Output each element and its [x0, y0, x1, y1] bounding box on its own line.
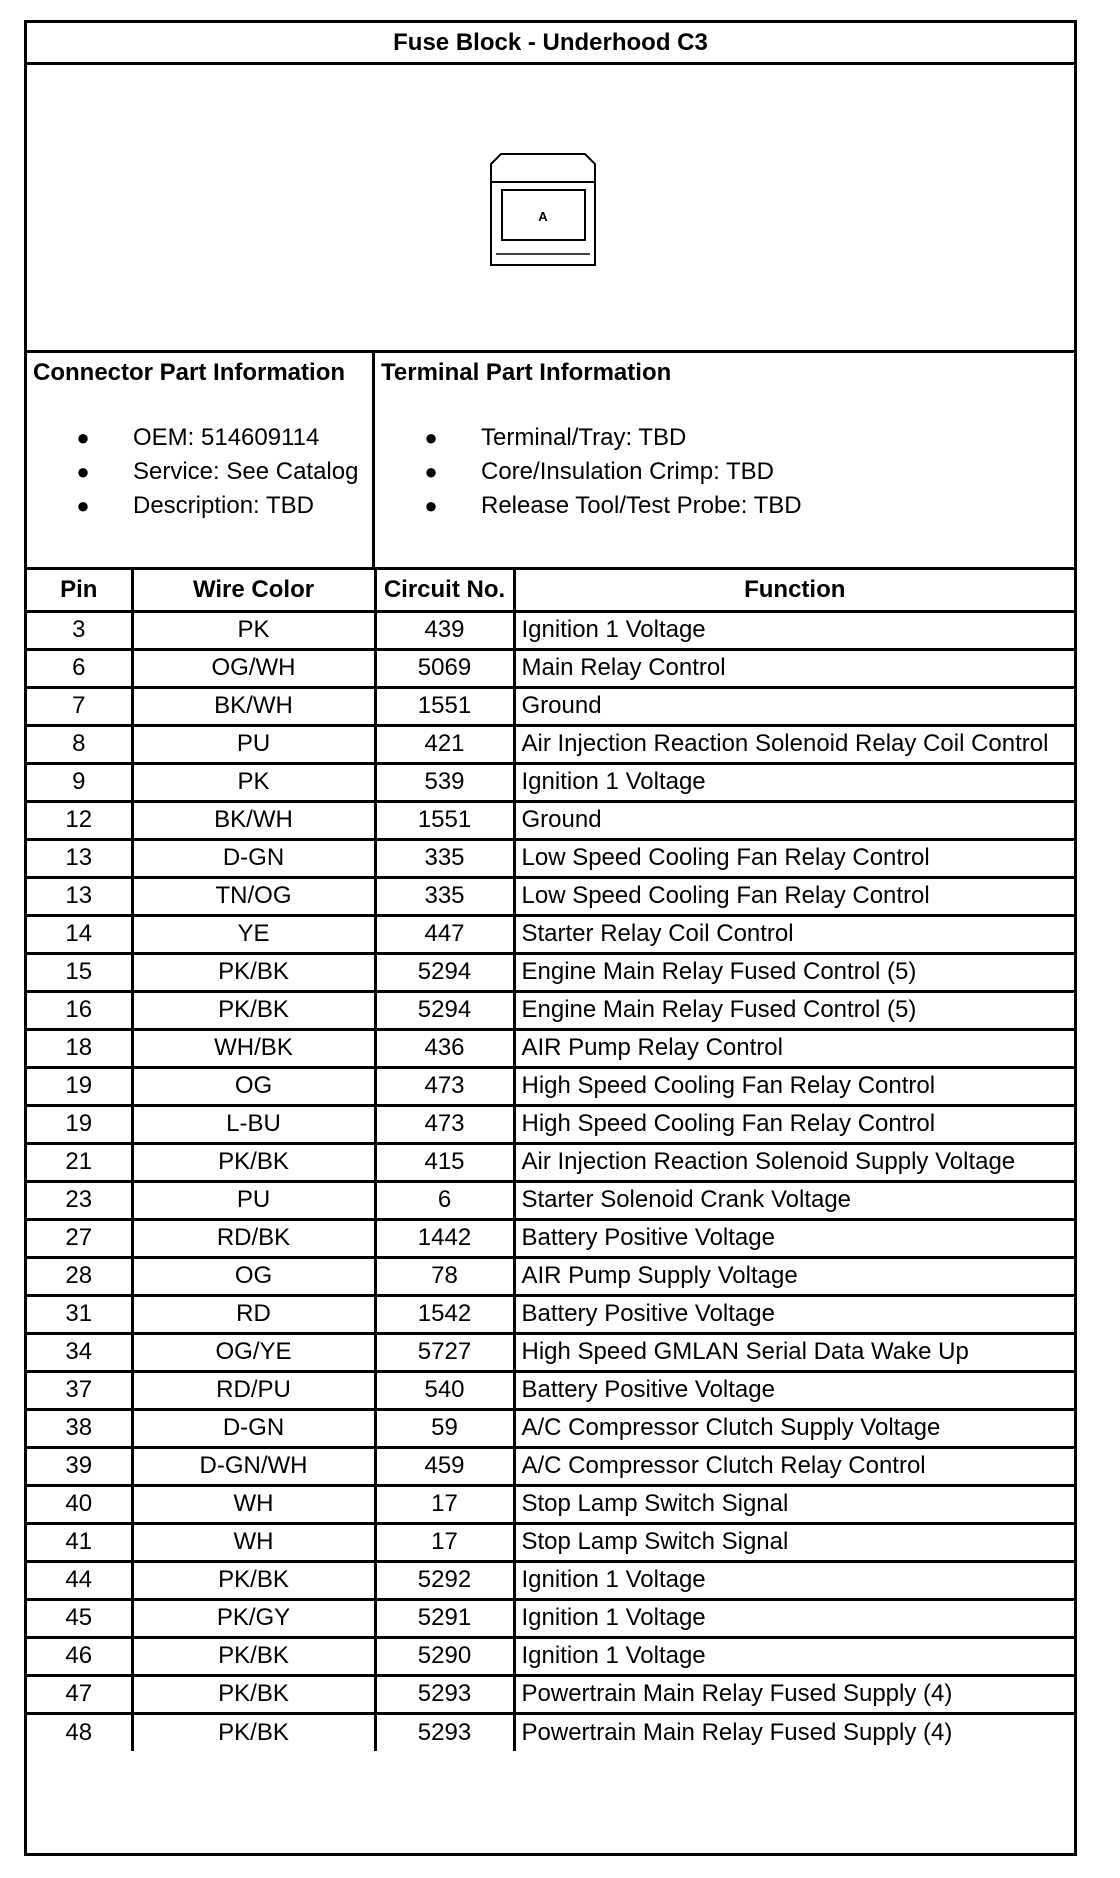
function-cell: Starter Relay Coil Control — [514, 915, 1074, 953]
table-row — [27, 1257, 1074, 1295]
wire-color-cell: RD/BK — [132, 1219, 375, 1257]
circuit-number-cell: 5294 — [375, 991, 514, 1029]
connector-info-list — [33, 421, 366, 523]
function-cell: AIR Pump Relay Control — [514, 1029, 1074, 1067]
table-row — [27, 839, 1074, 877]
pin-cell: 9 — [27, 763, 132, 801]
circuit-number-cell: 5069 — [375, 649, 514, 687]
pin-cell: 16 — [27, 991, 132, 1029]
list-item: ● Release Tool/Test Probe: TBD — [381, 489, 1068, 523]
bullet-icon: ● — [76, 425, 90, 450]
connector-label: A — [538, 209, 548, 224]
pin-cell: 23 — [27, 1181, 132, 1219]
circuit-number-cell: 539 — [375, 763, 514, 801]
pin-cell: 34 — [27, 1333, 132, 1371]
table-row — [27, 953, 1074, 991]
wire-color-cell: PK — [132, 763, 375, 801]
table-row — [27, 1105, 1074, 1143]
circuit-number-cell: 5290 — [375, 1637, 514, 1675]
wire-color-header: Wire Color — [132, 570, 375, 611]
function-cell: Stop Lamp Switch Signal — [514, 1485, 1074, 1523]
table-row — [27, 649, 1074, 687]
circuit-number-cell: 473 — [375, 1067, 514, 1105]
function-cell: Main Relay Control — [514, 649, 1074, 687]
bullet-icon: ● — [424, 425, 438, 450]
wire-color-cell: PK/BK — [132, 991, 375, 1029]
circuit-number-cell: 59 — [375, 1409, 514, 1447]
wire-color-cell: BK/WH — [132, 687, 375, 725]
connector-info-heading: Connector Part Information — [33, 359, 346, 386]
table-row — [27, 1523, 1074, 1561]
wire-color-cell: PK/GY — [132, 1599, 375, 1637]
circuit-number-cell: 1442 — [375, 1219, 514, 1257]
function-cell: Low Speed Cooling Fan Relay Control — [514, 877, 1074, 915]
wire-color-cell: D-GN — [132, 1409, 375, 1447]
pin-cell: 13 — [27, 877, 132, 915]
function-cell: Ignition 1 Voltage — [514, 1637, 1074, 1675]
circuit-number-cell: 436 — [375, 1029, 514, 1067]
wire-color-cell: OG/WH — [132, 649, 375, 687]
wire-color-cell: D-GN — [132, 839, 375, 877]
function-cell: Battery Positive Voltage — [514, 1219, 1074, 1257]
circuit-number-cell: 473 — [375, 1105, 514, 1143]
pin-cell: 12 — [27, 801, 132, 839]
pin-cell: 15 — [27, 953, 132, 991]
bullet-icon: ● — [76, 459, 90, 484]
pin-cell: 28 — [27, 1257, 132, 1295]
table-row — [27, 915, 1074, 953]
function-cell: Air Injection Reaction Solenoid Relay Coil Control — [514, 725, 1074, 763]
pin-cell: 40 — [27, 1485, 132, 1523]
wire-color-cell: WH/BK — [132, 1029, 375, 1067]
pin-cell: 46 — [27, 1637, 132, 1675]
function-cell: Stop Lamp Switch Signal — [514, 1523, 1074, 1561]
wire-color-cell: PU — [132, 725, 375, 763]
wire-color-cell: PK/BK — [132, 953, 375, 991]
bullet-icon: ● — [424, 493, 438, 518]
list-item: ● OEM: 514609114 — [33, 421, 366, 455]
document-sheet — [24, 20, 1077, 1856]
wire-color-cell: OG — [132, 1257, 375, 1295]
pin-cell: 48 — [27, 1713, 132, 1751]
pin-cell: 41 — [27, 1523, 132, 1561]
terminal-info-list — [381, 421, 1068, 523]
circuit-number-cell: 459 — [375, 1447, 514, 1485]
pin-header: Pin — [27, 570, 132, 611]
circuit-number-cell: 439 — [375, 611, 514, 649]
circuit-number-cell: 5293 — [375, 1713, 514, 1751]
wire-color-cell: D-GN/WH — [132, 1447, 375, 1485]
circuit-number-cell: 5293 — [375, 1675, 514, 1713]
table-row — [27, 1067, 1074, 1105]
function-cell: A/C Compressor Clutch Relay Control — [514, 1447, 1074, 1485]
circuit-number-cell: 540 — [375, 1371, 514, 1409]
table-row — [27, 991, 1074, 1029]
function-cell: Powertrain Main Relay Fused Supply (4) — [514, 1675, 1074, 1713]
wire-color-cell: OG/YE — [132, 1333, 375, 1371]
wire-color-cell: PU — [132, 1181, 375, 1219]
terminal-info-heading: Terminal Part Information — [381, 359, 672, 386]
table-row — [27, 1181, 1074, 1219]
table-row — [27, 877, 1074, 915]
bullet-icon: ● — [424, 459, 438, 484]
wire-color-cell: PK/BK — [132, 1713, 375, 1751]
list-item: ● Core/Insulation Crimp: TBD — [381, 455, 1068, 489]
wire-color-cell: WH — [132, 1523, 375, 1561]
table-row — [27, 687, 1074, 725]
table-row — [27, 1409, 1074, 1447]
function-cell: High Speed Cooling Fan Relay Control — [514, 1105, 1074, 1143]
function-cell: Battery Positive Voltage — [514, 1295, 1074, 1333]
circuit-number-header: Circuit No. — [375, 570, 514, 611]
table-row — [27, 1029, 1074, 1067]
circuit-number-cell: 421 — [375, 725, 514, 763]
wire-color-cell: OG — [132, 1067, 375, 1105]
circuit-number-cell: 5292 — [375, 1561, 514, 1599]
pin-cell: 19 — [27, 1067, 132, 1105]
table-row — [27, 763, 1074, 801]
circuit-number-cell: 1551 — [375, 801, 514, 839]
wire-color-cell: PK/BK — [132, 1561, 375, 1599]
function-cell: Ignition 1 Voltage — [514, 1561, 1074, 1599]
pin-cell: 8 — [27, 725, 132, 763]
table-row — [27, 1561, 1074, 1599]
wire-color-cell: PK/BK — [132, 1637, 375, 1675]
pin-cell: 38 — [27, 1409, 132, 1447]
list-item: ● Terminal/Tray: TBD — [381, 421, 1068, 455]
table-row — [27, 1599, 1074, 1637]
function-header: Function — [514, 570, 1074, 611]
terminal-part-info — [375, 353, 1074, 567]
circuit-number-cell: 5294 — [375, 953, 514, 991]
function-cell: High Speed GMLAN Serial Data Wake Up — [514, 1333, 1074, 1371]
table-row — [27, 725, 1074, 763]
pin-cell: 21 — [27, 1143, 132, 1181]
circuit-number-cell: 17 — [375, 1523, 514, 1561]
circuit-number-cell: 78 — [375, 1257, 514, 1295]
table-row — [27, 1637, 1074, 1675]
table-row — [27, 1713, 1074, 1751]
circuit-number-cell: 447 — [375, 915, 514, 953]
circuit-number-cell: 335 — [375, 839, 514, 877]
table-row — [27, 611, 1074, 649]
table-row — [27, 801, 1074, 839]
circuit-number-cell: 1551 — [375, 687, 514, 725]
circuit-number-cell: 335 — [375, 877, 514, 915]
function-cell: A/C Compressor Clutch Supply Voltage — [514, 1409, 1074, 1447]
table-row — [27, 1371, 1074, 1409]
function-cell: Ground — [514, 687, 1074, 725]
list-item: ● Description: TBD — [33, 489, 366, 523]
function-cell: Powertrain Main Relay Fused Supply (4) — [521, 1718, 953, 1746]
function-cell: Starter Solenoid Crank Voltage — [514, 1181, 1074, 1219]
list-item: ● Service: See Catalog — [33, 455, 366, 489]
circuit-number-cell: 17 — [375, 1485, 514, 1523]
document-title: Fuse Block - Underhood C3 — [27, 23, 1074, 65]
function-cell: Low Speed Cooling Fan Relay Control — [514, 839, 1074, 877]
circuit-number-cell: 5291 — [375, 1599, 514, 1637]
table-row — [27, 1295, 1074, 1333]
table-header-row — [27, 570, 1074, 611]
pin-cell: 31 — [27, 1295, 132, 1333]
bullet-icon: ● — [76, 493, 90, 518]
pin-cell: 18 — [27, 1029, 132, 1067]
part-information — [27, 353, 1074, 570]
pinout-table — [27, 570, 1074, 1751]
function-cell: Ground — [514, 801, 1074, 839]
circuit-number-cell: 5727 — [375, 1333, 514, 1371]
wire-color-cell: L-BU — [132, 1105, 375, 1143]
function-cell: AIR Pump Supply Voltage — [514, 1257, 1074, 1295]
wire-color-cell: TN/OG — [132, 877, 375, 915]
pin-cell: 6 — [27, 649, 132, 687]
pin-cell: 19 — [27, 1105, 132, 1143]
function-cell: Ignition 1 Voltage — [514, 1599, 1074, 1637]
pinout-rows — [27, 611, 1074, 1751]
wire-color-cell: WH — [132, 1485, 375, 1523]
pin-cell: 7 — [27, 687, 132, 725]
pin-cell: 3 — [27, 611, 132, 649]
function-cell: Ignition 1 Voltage — [514, 611, 1074, 649]
table-row — [27, 1675, 1074, 1713]
function-cell: Battery Positive Voltage — [514, 1371, 1074, 1409]
function-cell: Ignition 1 Voltage — [514, 763, 1074, 801]
function-cell: Air Injection Reaction Solenoid Supply Voltage — [514, 1143, 1074, 1181]
circuit-number-cell: 1542 — [375, 1295, 514, 1333]
pin-cell: 47 — [27, 1675, 132, 1713]
pin-cell: 39 — [27, 1447, 132, 1485]
connector-diagram — [27, 65, 1074, 353]
table-row — [27, 1333, 1074, 1371]
connector-part-info — [27, 353, 375, 567]
connector-drawing — [27, 65, 1074, 350]
pin-cell: 14 — [27, 915, 132, 953]
wire-color-cell: YE — [132, 915, 375, 953]
wire-color-cell: RD/PU — [132, 1371, 375, 1409]
function-cell: Engine Main Relay Fused Control (5) — [514, 991, 1074, 1029]
circuit-number-cell: 6 — [375, 1181, 514, 1219]
wire-color-cell: PK — [132, 611, 375, 649]
pin-cell: 27 — [27, 1219, 132, 1257]
function-cell: Engine Main Relay Fused Control (5) — [514, 953, 1074, 991]
wire-color-cell: PK/BK — [132, 1143, 375, 1181]
pin-cell: 13 — [27, 839, 132, 877]
table-row — [27, 1219, 1074, 1257]
wire-color-cell: BK/WH — [132, 801, 375, 839]
wire-color-cell: RD — [132, 1295, 375, 1333]
wire-color-cell: PK/BK — [132, 1675, 375, 1713]
circuit-number-cell: 415 — [375, 1143, 514, 1181]
table-row — [27, 1143, 1074, 1181]
pin-cell: 45 — [27, 1599, 132, 1637]
table-row — [27, 1485, 1074, 1523]
table-row — [27, 1447, 1074, 1485]
pin-cell: 37 — [27, 1371, 132, 1409]
pin-cell: 44 — [27, 1561, 132, 1599]
function-cell: High Speed Cooling Fan Relay Control — [514, 1067, 1074, 1105]
